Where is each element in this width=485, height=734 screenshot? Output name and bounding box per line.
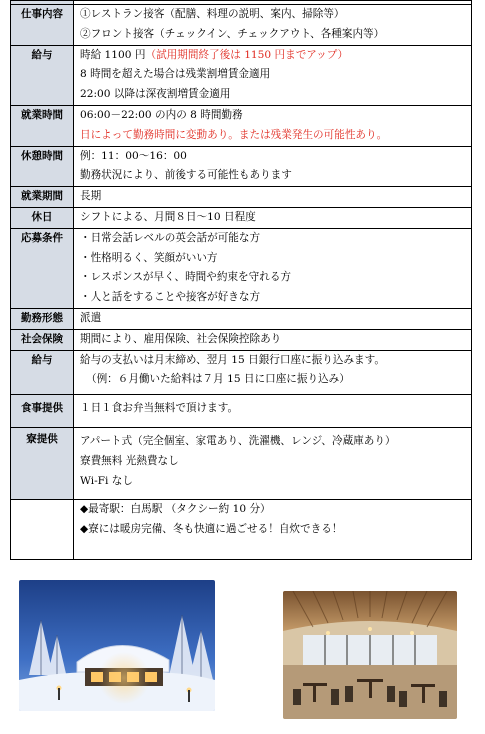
table-row	[11, 5, 472, 46]
table-row	[11, 228, 472, 308]
period-line: 長期	[80, 190, 102, 203]
job-details-table	[10, 0, 472, 560]
row-value	[74, 45, 472, 105]
row-label: 就業時間	[11, 105, 74, 146]
row-value	[74, 500, 472, 560]
payment-line: 給与の支払いは月末締め、翌月 15 日銀行口座に振り込みます。	[80, 353, 385, 366]
holiday-line: シフトによる、月間８日～10 日程度	[80, 210, 256, 223]
table-row	[11, 45, 472, 105]
row-value	[74, 228, 472, 308]
row-value	[74, 5, 472, 46]
table-row	[11, 146, 472, 187]
insurance-line: 期間により、雇用保険、社会保険控除あり	[80, 332, 282, 345]
hours-warning: 日によって勤務時間に変動あり。または残業発生の可能性あり。	[80, 128, 388, 141]
table-row	[11, 105, 472, 146]
row-label: 就業期間	[11, 187, 74, 208]
row-value	[74, 308, 472, 329]
row-value	[74, 187, 472, 208]
requirement-line: ・日常会話レベルの英会話が可能な方	[80, 231, 261, 244]
break-line: 例：11：00～16：00	[80, 149, 187, 162]
break-line: 勤務状況により、前後する可能性もあります	[80, 169, 292, 182]
access-line: ◆最寄駅：白馬駅 （タクシー約 10 分）	[80, 503, 271, 516]
dorm-line: アパート式（完全個室、家電あり、洗濯機、レンジ、冷蔵庫あり）	[80, 434, 396, 447]
access-line: ◆寮には暖房完備、冬も快適に過ごせる！自炊できる！	[80, 523, 343, 536]
restaurant-interior-illustration	[283, 591, 457, 719]
row-label: 応募条件	[11, 228, 74, 308]
row-value	[74, 105, 472, 146]
table-row	[11, 308, 472, 329]
job-description-line: ②フロント接客（チェックイン、チェックアウト、各種案内等）	[80, 27, 385, 40]
restaurant-interior-photo	[283, 591, 457, 719]
dorm-line: 寮費無料 光熱費なし	[80, 454, 179, 467]
row-value	[74, 146, 472, 187]
wage-line: 時給 1100 円（試用期間終了後は 1150 円までアップ）	[80, 48, 349, 61]
payment-line: （例：６月働いた給料は７月 15 日に口座に振り込み）	[86, 373, 350, 386]
row-label: 食事提供	[11, 395, 74, 428]
requirement-line: ・人と話をすることや接客が好きな方	[80, 291, 261, 304]
table-row	[11, 395, 472, 428]
table-row	[11, 187, 472, 208]
meal-line: １日１食お弁当無料で頂けます。	[80, 402, 239, 415]
row-label: 寮提供	[11, 427, 74, 499]
wage-raise-note: （試用期間終了後は 1150 円までアップ）	[145, 48, 349, 61]
employment-type-line: 派遣	[80, 311, 102, 324]
row-value	[74, 395, 472, 428]
row-value	[74, 207, 472, 228]
row-label: 休日	[11, 207, 74, 228]
hours-line: 06:00－22:00 の内の 8 時間勤務	[80, 108, 243, 121]
requirement-line: ・性格明るく、笑顔がいい方	[80, 251, 218, 264]
job-description-line: ①レストラン接客（配膳、料理の説明、案内、掃除等）	[80, 8, 345, 20]
requirement-line: ・レスポンスが早く、時間や約束を守れる方	[80, 271, 292, 284]
table-row	[11, 207, 472, 228]
row-label: 給与	[11, 350, 74, 395]
dorm-line: Wi-Fi なし	[80, 474, 133, 487]
row-label	[11, 500, 74, 560]
snowy-lodge-photo	[19, 580, 215, 711]
row-value	[74, 350, 472, 395]
row-value	[74, 427, 472, 499]
snowy-lodge-illustration	[19, 580, 215, 711]
table-row	[11, 427, 472, 499]
row-value	[74, 329, 472, 350]
wage-line: 22:00 以降は深夜割増賃金適用	[80, 88, 231, 101]
row-label: 仕事内容	[11, 5, 74, 46]
table-row	[11, 500, 472, 560]
row-label: 勤務形態	[11, 308, 74, 329]
table-row	[11, 329, 472, 350]
row-label: 給与	[11, 45, 74, 105]
wage-line: 8 時間を超えた場合は残業割増賃金適用	[80, 68, 271, 81]
row-label: 社会保険	[11, 329, 74, 350]
row-label: 休憩時間	[11, 146, 74, 187]
table-row	[11, 350, 472, 395]
